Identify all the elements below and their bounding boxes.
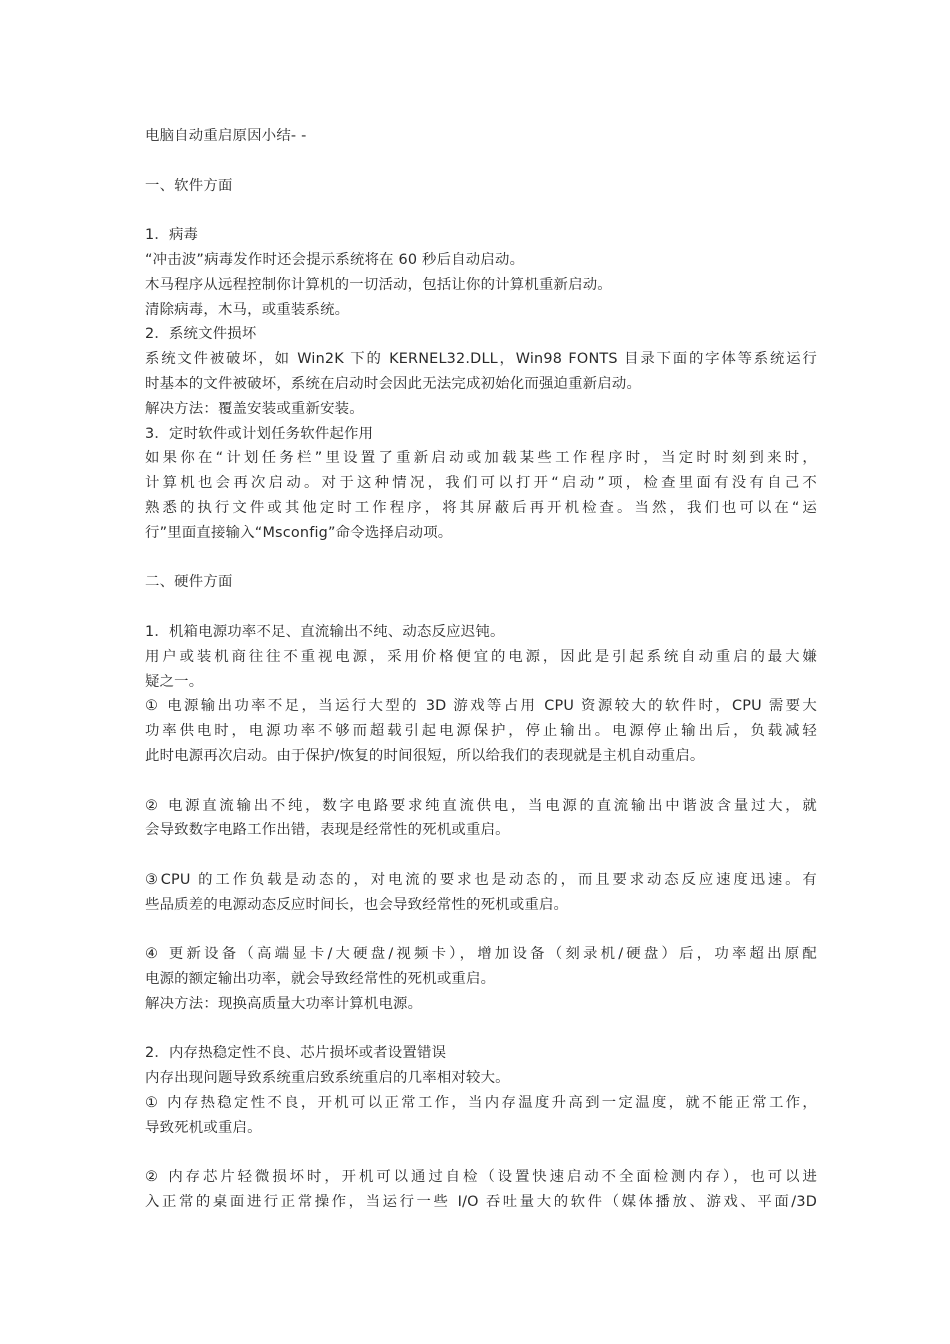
paragraph-line: 会导致数字电路工作出错，表现是经常性的死机或重启。: [145, 822, 510, 839]
blank-line: [145, 149, 817, 174]
blank-line: [145, 1017, 817, 1042]
paragraph-line: 解决方法：覆盖安装或重新安装。: [145, 400, 364, 417]
blank-line: [145, 843, 817, 868]
paragraph-line: 用户或装机商往往不重视电源，采用价格便宜的电源，因此是引起系统自动重启的最大嫌: [145, 648, 817, 665]
paragraph-line: 内存出现问题导致系统重启致系统重启的几率相对较大。: [145, 1070, 510, 1087]
paragraph-line: ③CPU 的工作负载是动态的，对电流的要求也是动态的，而且要求动态反应速度迅速。有: [145, 871, 817, 888]
paragraph-line: ① 内存热稳定性不良，开机可以正常工作，当内存温度升高到一定温度，就不能正常工作，: [145, 1095, 817, 1112]
paragraph-line: 系统文件被破坏，如 Win2K 下的 KERNEL32.DLL，Win98 FONTS 目录下面的字体等系统运行: [145, 351, 817, 368]
paragraph-line: ② 电源直流输出不纯，数字电路要求纯直流供电，当电源的直流输出中谐波含量过大，就: [145, 797, 817, 814]
blank-line: [145, 769, 817, 794]
paragraph-line: ② 内存芯片轻微损坏时，开机可以通过自检（设置快速启动不全面检测内存），也可以进: [145, 1169, 817, 1186]
paragraph-line: 导致死机或重启。: [145, 1119, 262, 1136]
paragraph-line: 疑之一。: [145, 673, 204, 690]
item-title: 1．病毒: [145, 227, 199, 244]
paragraph-line: 时基本的文件被破坏，系统在启动时会因此无法完成初始化而强迫重新启动。: [145, 375, 642, 392]
blank-line: [145, 198, 817, 223]
blank-line: [145, 595, 817, 620]
paragraph-line: 计算机也会再次启动。对于这种情况，我们可以打开“启动”项，检查里面有没有自己不: [145, 475, 817, 492]
item-title: 2．内存热稳定性不良、芯片损坏或者设置错误: [145, 1045, 447, 1062]
paragraph-line: 行”里面直接输入“Msconfig”命令选择启动项。: [145, 524, 453, 541]
item-title: 3．定时软件或计划任务软件起作用: [145, 425, 374, 442]
paragraph-line: 解决方法：现换高质量大功率计算机电源。: [145, 995, 423, 1012]
blank-line: [145, 918, 817, 943]
document-body: [145, 124, 817, 1215]
item-title: 1．机箱电源功率不足、直流输出不纯、动态反应迟钝。: [145, 623, 505, 640]
paragraph-line: 电源的额定输出功率，就会导致经常性的死机或重启。: [145, 971, 496, 988]
document-title: 电脑自动重启原因小结- -: [145, 128, 307, 144]
section-heading-software: 一、软件方面: [145, 177, 233, 194]
paragraph-line: 入正常的桌面进行正常操作，当运行一些 I/O 吞吐量大的软件（媒体播放、游戏、平面/3D: [145, 1194, 817, 1211]
section-heading-hardware: 二、硬件方面: [145, 574, 233, 591]
item-title: 2．系统文件损坏: [145, 326, 257, 343]
paragraph-line: ④ 更新设备（高端显卡/大硬盘/视频卡），增加设备（刻录机/硬盘）后，功率超出原配: [145, 946, 817, 963]
paragraph-line: 功率供电时，电源功率不够而超载引起电源保护，停止输出。电源停止输出后，负载减轻: [145, 723, 817, 740]
paragraph-line: ① 电源输出功率不足，当运行大型的 3D 游戏等占用 CPU 资源较大的软件时，CPU 需要大: [145, 698, 817, 715]
paragraph-line: 些品质差的电源动态反应时间长，也会导致经常性的死机或重启。: [145, 896, 569, 913]
paragraph-line: 此时电源再次启动。由于保护/恢复的时间很短，所以给我们的表现就是主机自动重启。: [145, 747, 705, 764]
blank-line: [145, 546, 817, 571]
paragraph-line: “冲击波”病毒发作时还会提示系统将在 60 秒后自动启动。: [145, 251, 525, 268]
blank-line: [145, 1141, 817, 1166]
paragraph-line: 如果你在“计划任务栏”里设置了重新启动或加载某些工作程序时，当定时时刻到来时，: [145, 450, 817, 467]
paragraph-line: 熟悉的执行文件或其他定时工作程序，将其屏蔽后再开机检查。当然，我们也可以在“运: [145, 499, 817, 516]
paragraph-line: 木马程序从远程控制你计算机的一切活动，包括让你的计算机重新启动。: [145, 276, 612, 293]
paragraph-line: 清除病毒，木马，或重装系统。: [145, 301, 350, 318]
